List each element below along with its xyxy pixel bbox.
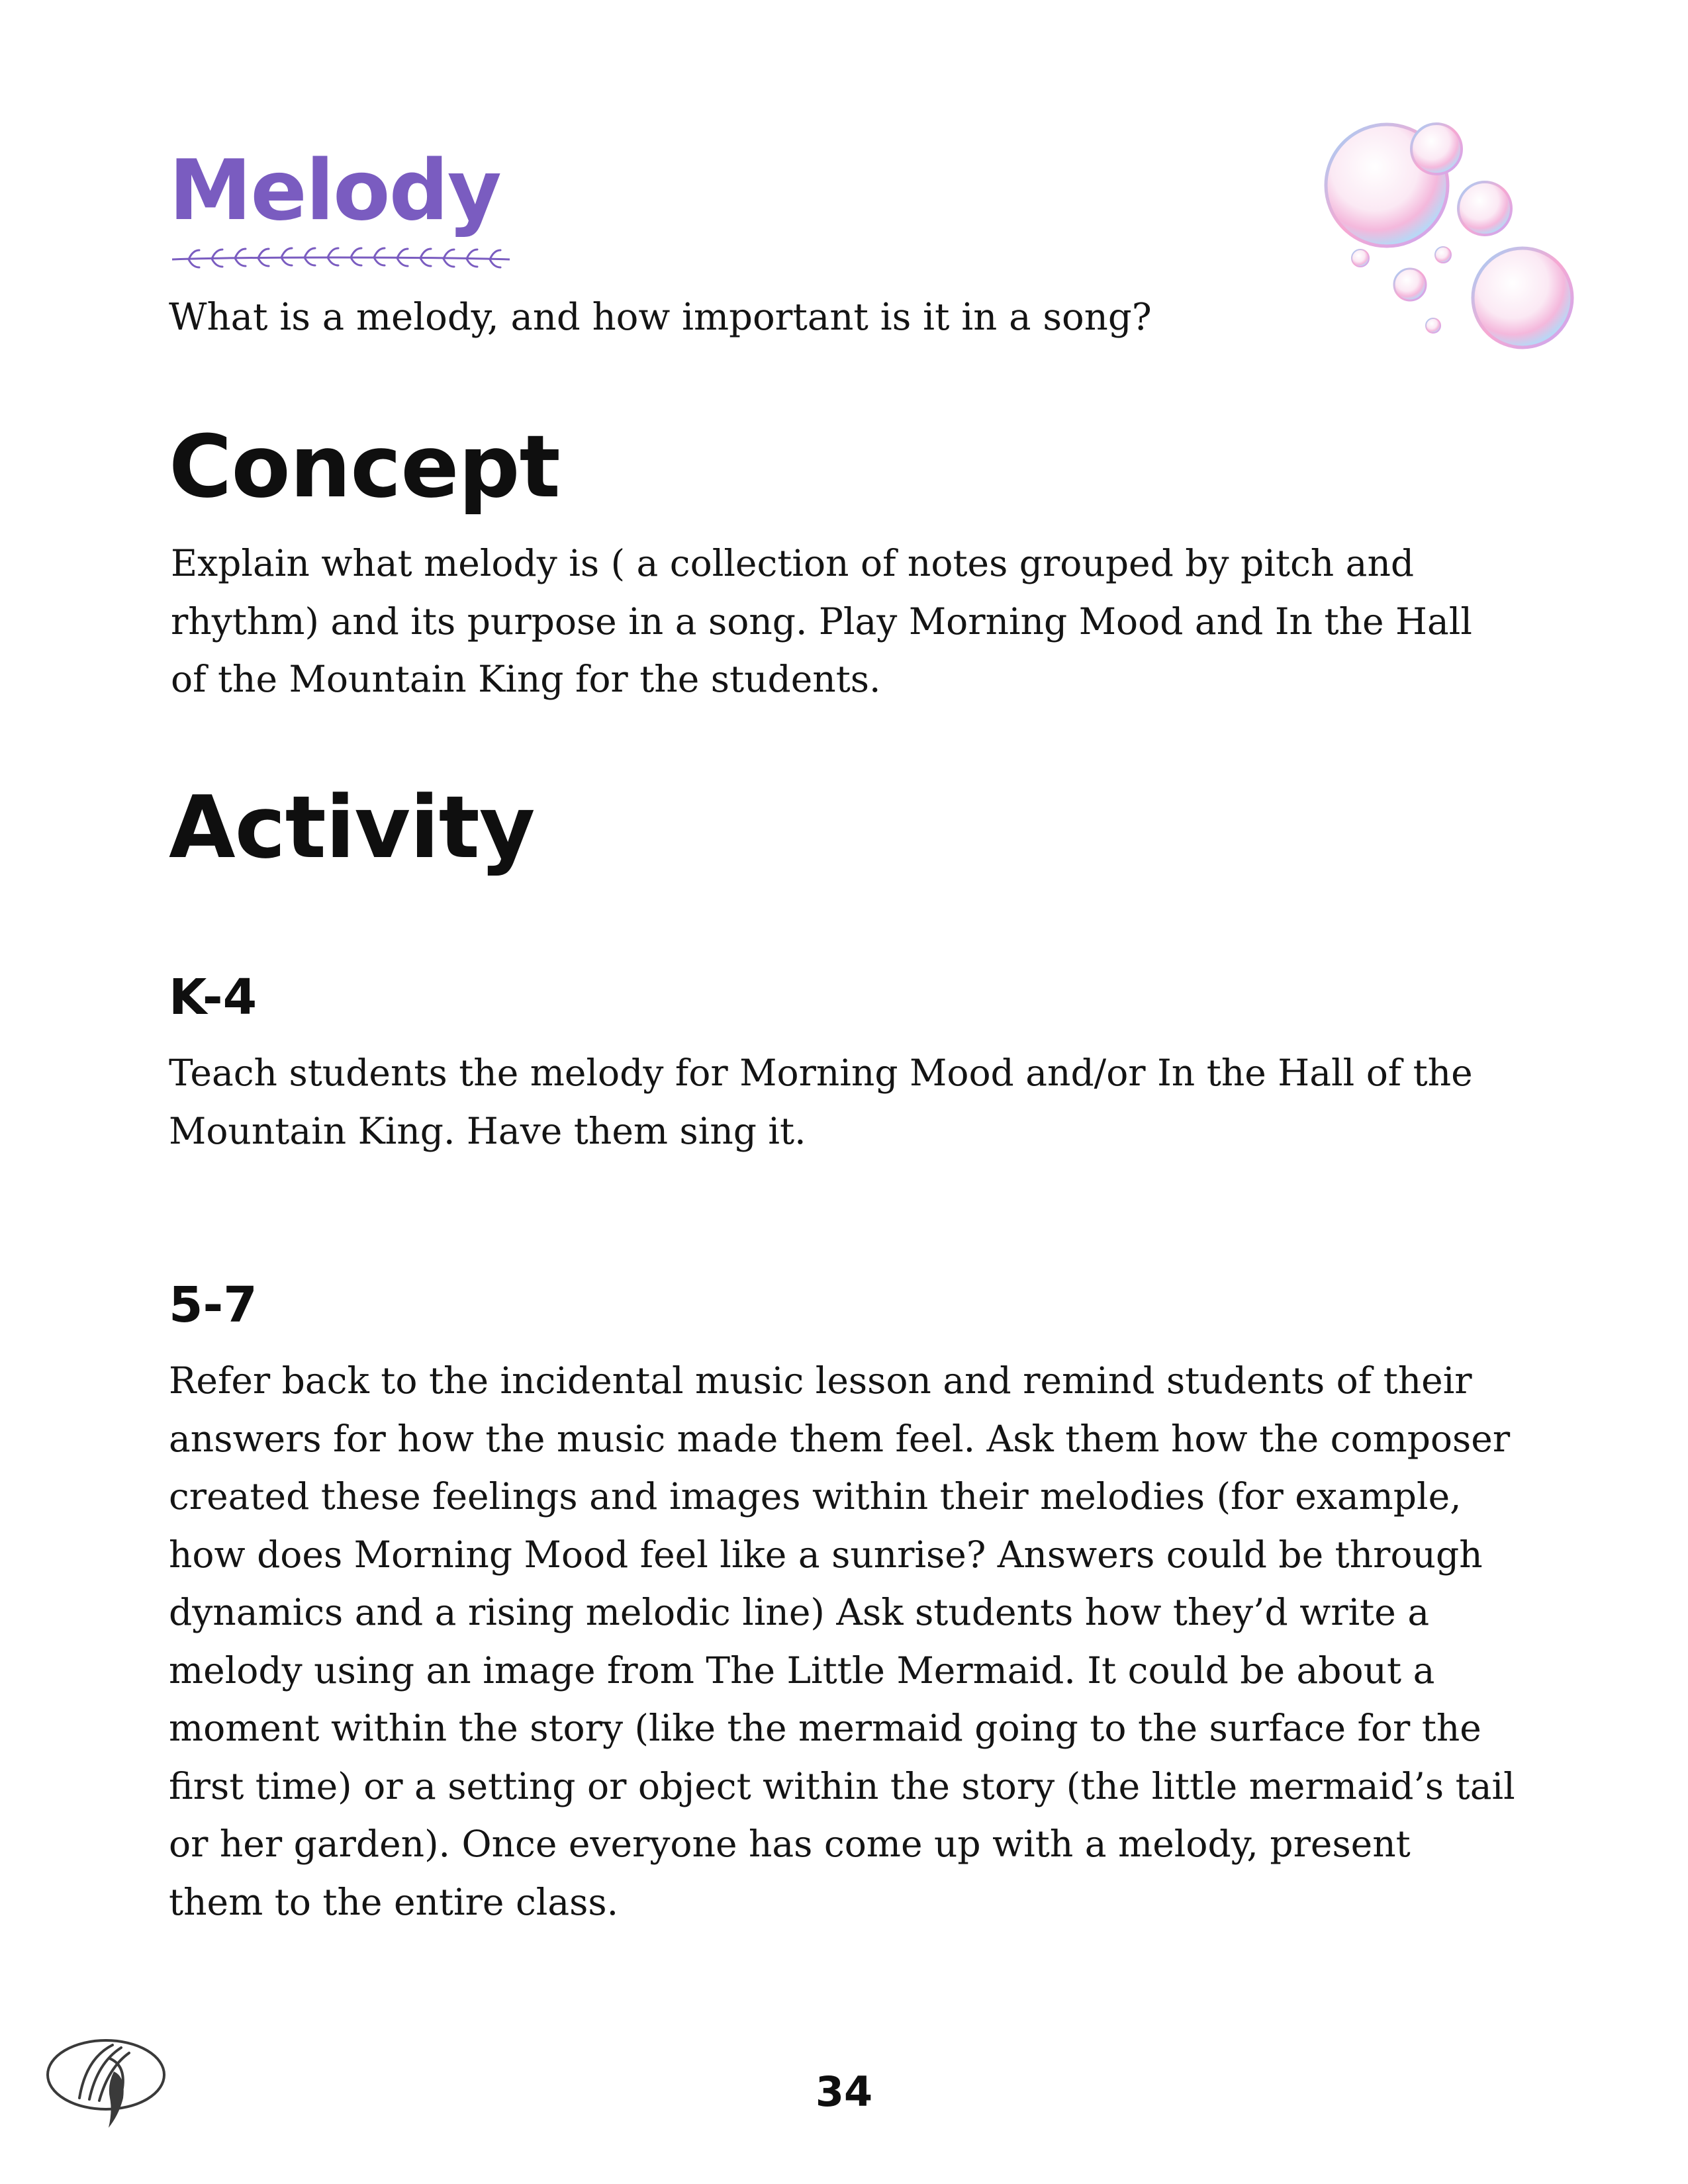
- text-line: how does Morning Mood feel like a sunrise? Answers could be through: [169, 1533, 1483, 1576]
- text-line: Teach students the melody for Morning Mood and/or In the Hall of the: [169, 1052, 1473, 1094]
- text-line: first time) or a setting or object within the story (the little mermaid’s tail: [169, 1764, 1515, 1807]
- text-line: rhythm) and its purpose in a song. Play Morning Mood and In the Hall: [171, 600, 1472, 643]
- lesson-question: What is a melody, and how important is it in a song?: [169, 296, 1152, 339]
- bubbles-icon: [1317, 119, 1595, 357]
- text-line: melody using an image from The Little Mermaid. It could be about a: [169, 1649, 1435, 1692]
- text-line: answers for how the music made them feel. Ask them how the composer: [169, 1417, 1511, 1460]
- text-line: Refer back to the incidental music lesson and remind students of their: [169, 1359, 1472, 1402]
- mermaid-logo-icon: [40, 2025, 172, 2131]
- text-line: of the Mountain King for the students.: [171, 658, 881, 700]
- grades-5-7-heading: 5-7: [169, 1277, 258, 1334]
- vine-divider-icon: [169, 245, 513, 271]
- concept-paragraph: [171, 535, 1495, 709]
- text-line: Explain what melody is ( a collection of notes grouped by pitch and: [171, 542, 1415, 584]
- concept-heading: Concept: [169, 416, 560, 517]
- grades-5-7-paragraph: [169, 1352, 1552, 1931]
- text-line: or her garden). Once everyone has come up with a melody, present: [169, 1823, 1411, 1865]
- text-line: dynamics and a rising melodic line) Ask students how they’d write a: [169, 1591, 1430, 1633]
- text-line: Mountain King. Have them sing it.: [169, 1109, 806, 1152]
- k4-heading: K-4: [169, 969, 258, 1026]
- text-line: them to the entire class.: [169, 1880, 619, 1923]
- page-number: 34: [815, 2068, 873, 2116]
- activity-heading: Activity: [169, 777, 535, 878]
- page-title: Melody: [169, 142, 500, 239]
- text-line: moment within the story (like the mermaid going to the surface for the: [169, 1707, 1481, 1749]
- text-line: created these feelings and images within their melodies (for example,: [169, 1475, 1462, 1518]
- k4-paragraph: [169, 1044, 1526, 1160]
